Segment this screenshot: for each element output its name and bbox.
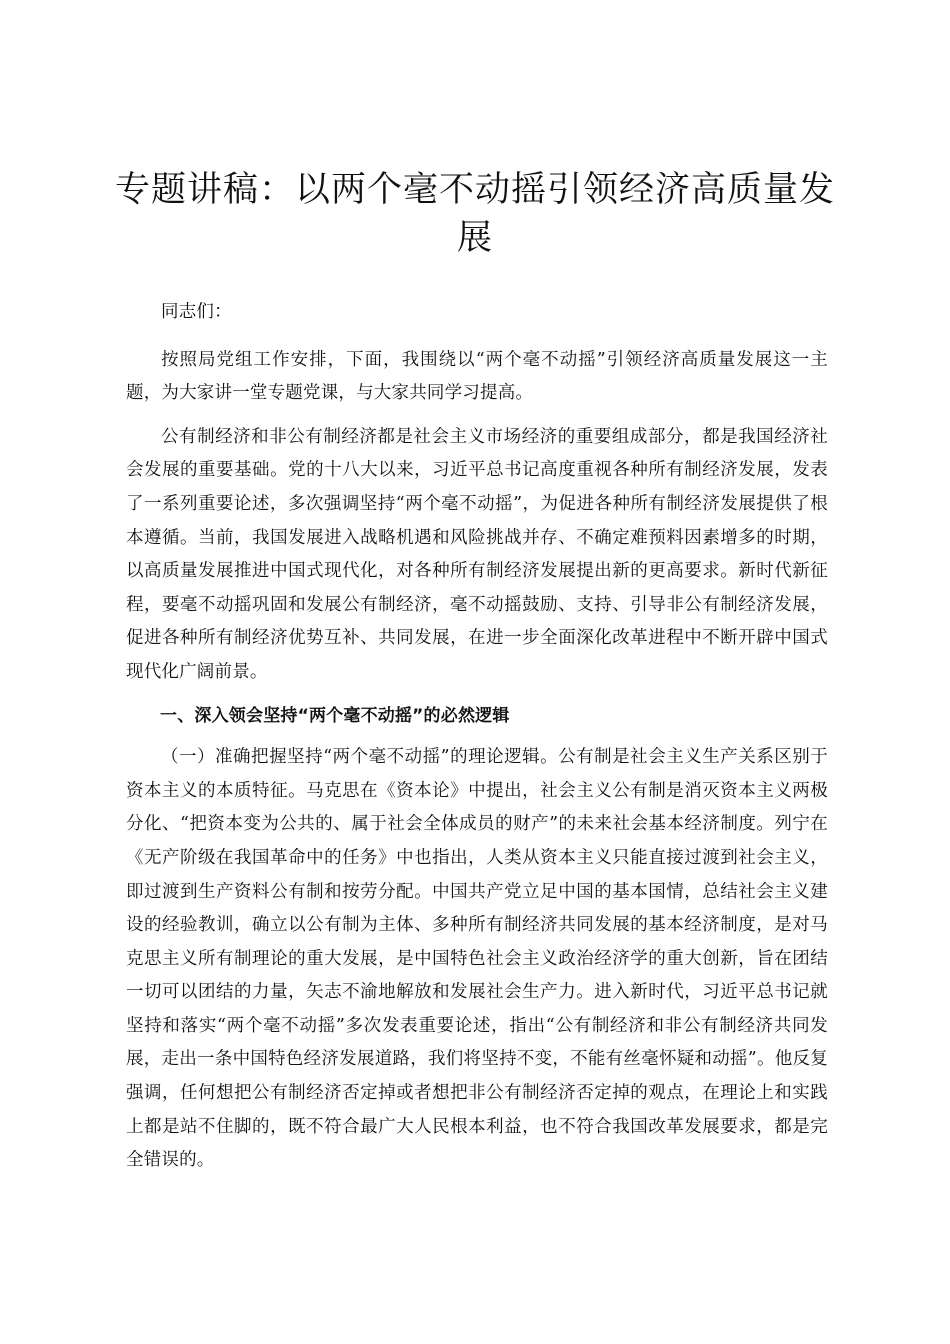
section-paragraph: （一）准确把握坚持“两个毫不动摇”的理论逻辑。公有制是社会主义生产关系区别于资本主义的本质特征。马克思在《资本论》中提出，社会主义公有制是消灭资本主义两极分化、“把资本变为公共的、属于社会全体成员的财产”的未来社会基本经济制度。列宁在《无产阶级在我国革命中的任务》中也指出，人类从资本主义只能直接过渡到社会主义，即过渡到生产资料公有制和按劳分配。中国共产党立足中国的基本国情，总结社会主义建设的经验教训，确立以公有制为主体、多种所有制经济共同发展的基本经济制度，是对马克思主义所有制理论的重大发展，是中国特色社会主义政治经济学的重大创新，旨在团结一切可以团结的力量，矢志不渝地解放和发展社会生产力。进入新时代，习近平总书记就坚持和落实“两个毫不动摇”多次发表重要论述，指出“公有制经济和非公有制经济共同发展，走出一条中国特色经济发展道路，我们将坚持不变，不能有丝毫怀疑和动摇”。他反复强调，任何想把公有制经济否定掉或者想把非公有制经济否定掉的观点，在理论上和实践上都是站不住脚的，既不符合最广大人民根本利益，也不符合我国改革发展要求，都是完全错误的。 [126,747,828,1171]
section-heading: 一、深入领会坚持“两个毫不动摇”的必然逻辑 [160,705,510,726]
intro-paragraph: 按照局党组工作安排，下面，我围绕以“两个毫不动摇”引领经济高质量发展这一主题，为大家讲一堂专题党课，与大家共同学习提高。 [126,349,828,404]
document-title: 专题讲稿：以两个毫不动摇引领经济高质量发展 [114,170,835,258]
background-paragraph: 公有制经济和非公有制经济都是社会主义市场经济的重要组成部分，都是我国经济社会发展的重要基础。党的十八大以来，习近平总书记高度重视各种所有制经济发展，发表了一系列重要论述，多次强调坚持“两个毫不动摇”，为促进各种所有制经济发展提供了根本遵循。当前，我国发展进入战略机遇和风险挑战并存、不确定难预料因素增多的时期，以高质量发展推进中国式现代化，对各种所有制经济发展提出新的更高要求。新时代新征程，要毫不动摇巩固和发展公有制经济，毫不动摇鼓励、支持、引导非公有制经济发展，促进各种所有制经济优势互补、共同发展，在进一步全面深化改革进程中不断开辟中国式现代化广阔前景。 [126,426,828,682]
document-body [126,296,828,1188]
salutation: 同志们： [161,302,232,322]
